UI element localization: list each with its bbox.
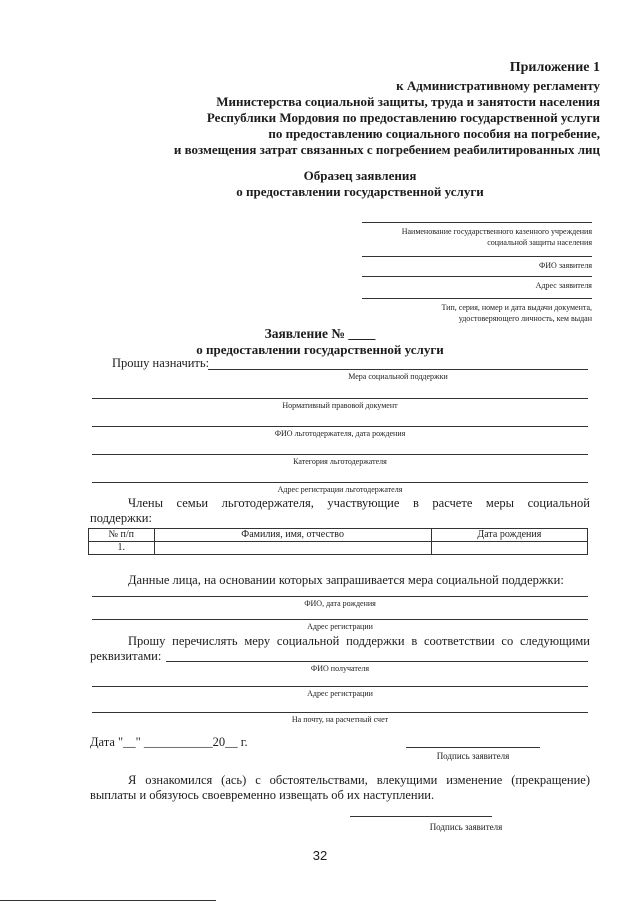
sample-title-2: о предоставлении государственной услуги bbox=[236, 184, 484, 199]
request-label: Прошу назначить: bbox=[112, 356, 210, 370]
category-line bbox=[92, 454, 588, 455]
payment-method-line bbox=[92, 712, 588, 713]
document-caption-2: удостоверяющего личность, кем выдан bbox=[458, 314, 592, 323]
person-fio-line bbox=[92, 596, 588, 597]
holder-line bbox=[92, 426, 588, 427]
header-line-1: к Административному регламенту bbox=[396, 78, 600, 93]
address-caption: Адрес заявителя bbox=[535, 281, 592, 290]
document-caption-1: Тип, серия, номер и дата выдачи документа, bbox=[441, 303, 592, 312]
page-number: 32 bbox=[312, 848, 328, 863]
sample-title-1: Образец заявления bbox=[303, 168, 417, 183]
application-title: Заявление № ____ bbox=[264, 326, 376, 341]
person-fio-caption: ФИО, дата рождения bbox=[304, 599, 376, 608]
institution-caption-1: Наименование государственного казенного учреждения bbox=[401, 227, 592, 236]
person-address-caption: Адрес регистрации bbox=[307, 622, 373, 631]
header-line-5: и возмещения затрат связанных с погребением реабилитированных лиц bbox=[173, 142, 600, 157]
signature-line-2 bbox=[350, 816, 492, 817]
footnote-rule bbox=[0, 900, 216, 901]
signature-line bbox=[406, 747, 540, 748]
institution-caption-2: социальной защиты населения bbox=[487, 238, 592, 247]
acknowledgement-1: Я ознакомился (ась) с обстоятельствами, влекущими изменение (прекращение) bbox=[128, 773, 590, 787]
table-cell-name bbox=[154, 542, 431, 555]
table-header-name: Фамилия, имя, отчество bbox=[154, 529, 431, 542]
table-cell-birthdate bbox=[431, 542, 587, 555]
normative-line bbox=[92, 398, 588, 399]
recipient-fio-line bbox=[166, 661, 588, 662]
family-text-2: поддержки: bbox=[90, 511, 152, 525]
signature-caption-2: Подпись заявителя bbox=[429, 822, 503, 832]
person-address-line bbox=[92, 619, 588, 620]
document-line bbox=[362, 298, 592, 299]
appendix-title: Приложение 1 bbox=[509, 60, 600, 75]
holder-address-caption: Адрес регистрации льготодержателя bbox=[277, 485, 403, 494]
measure-caption: Мера социальной поддержки bbox=[348, 372, 448, 381]
fio-caption: ФИО заявителя bbox=[538, 261, 592, 270]
table-header-birthdate: Дата рождения bbox=[431, 529, 587, 542]
transfer-text-2: реквизитами: bbox=[90, 649, 162, 663]
family-text-1: Члены семьи льготодержателя, участвующие в расчете меры социальной bbox=[128, 496, 590, 510]
signature-caption: Подпись заявителя bbox=[436, 751, 510, 761]
category-caption: Категория льготодержателя bbox=[293, 457, 387, 466]
acknowledgement-2: выплаты и обязуюсь своевременно извещать об их наступлении. bbox=[90, 788, 435, 802]
transfer-text-1: Прошу перечислять меру социальной поддержки в соответствии со следующими bbox=[128, 634, 590, 648]
application-subtitle: о предоставлении государственной услуги bbox=[196, 342, 444, 357]
table-cell-number: 1. bbox=[89, 542, 155, 555]
holder-caption: ФИО льготодержателя, дата рождения bbox=[274, 429, 406, 438]
date-line: Дата "__" ___________20__ г. bbox=[90, 735, 248, 749]
institution-line bbox=[362, 222, 592, 223]
family-table bbox=[88, 528, 588, 555]
address-line bbox=[362, 276, 592, 277]
recipient-fio-caption: ФИО получателя bbox=[310, 664, 370, 673]
holder-address-line bbox=[92, 482, 588, 483]
header-line-4: по предоставлению социального пособия на погребение, bbox=[268, 126, 600, 141]
normative-caption: Нормативный правовой документ bbox=[282, 401, 398, 410]
table-header-row bbox=[89, 529, 588, 542]
fio-line bbox=[362, 256, 592, 257]
header-line-3: Республики Мордовия по предоставлению государственной услуги bbox=[206, 110, 600, 125]
recipient-address-line bbox=[92, 686, 588, 687]
payment-method-caption: На почту, на расчетный счет bbox=[291, 715, 389, 724]
table-header-number: № п/п bbox=[89, 529, 155, 542]
header-line-2: Министерства социальной защиты, труда и занятости населения bbox=[216, 94, 600, 109]
measure-line bbox=[208, 369, 588, 370]
table-row bbox=[89, 542, 588, 555]
recipient-address-caption: Адрес регистрации bbox=[307, 689, 373, 698]
person-text: Данные лица, на основании которых запрашивается мера социальной поддержки: bbox=[128, 573, 564, 587]
